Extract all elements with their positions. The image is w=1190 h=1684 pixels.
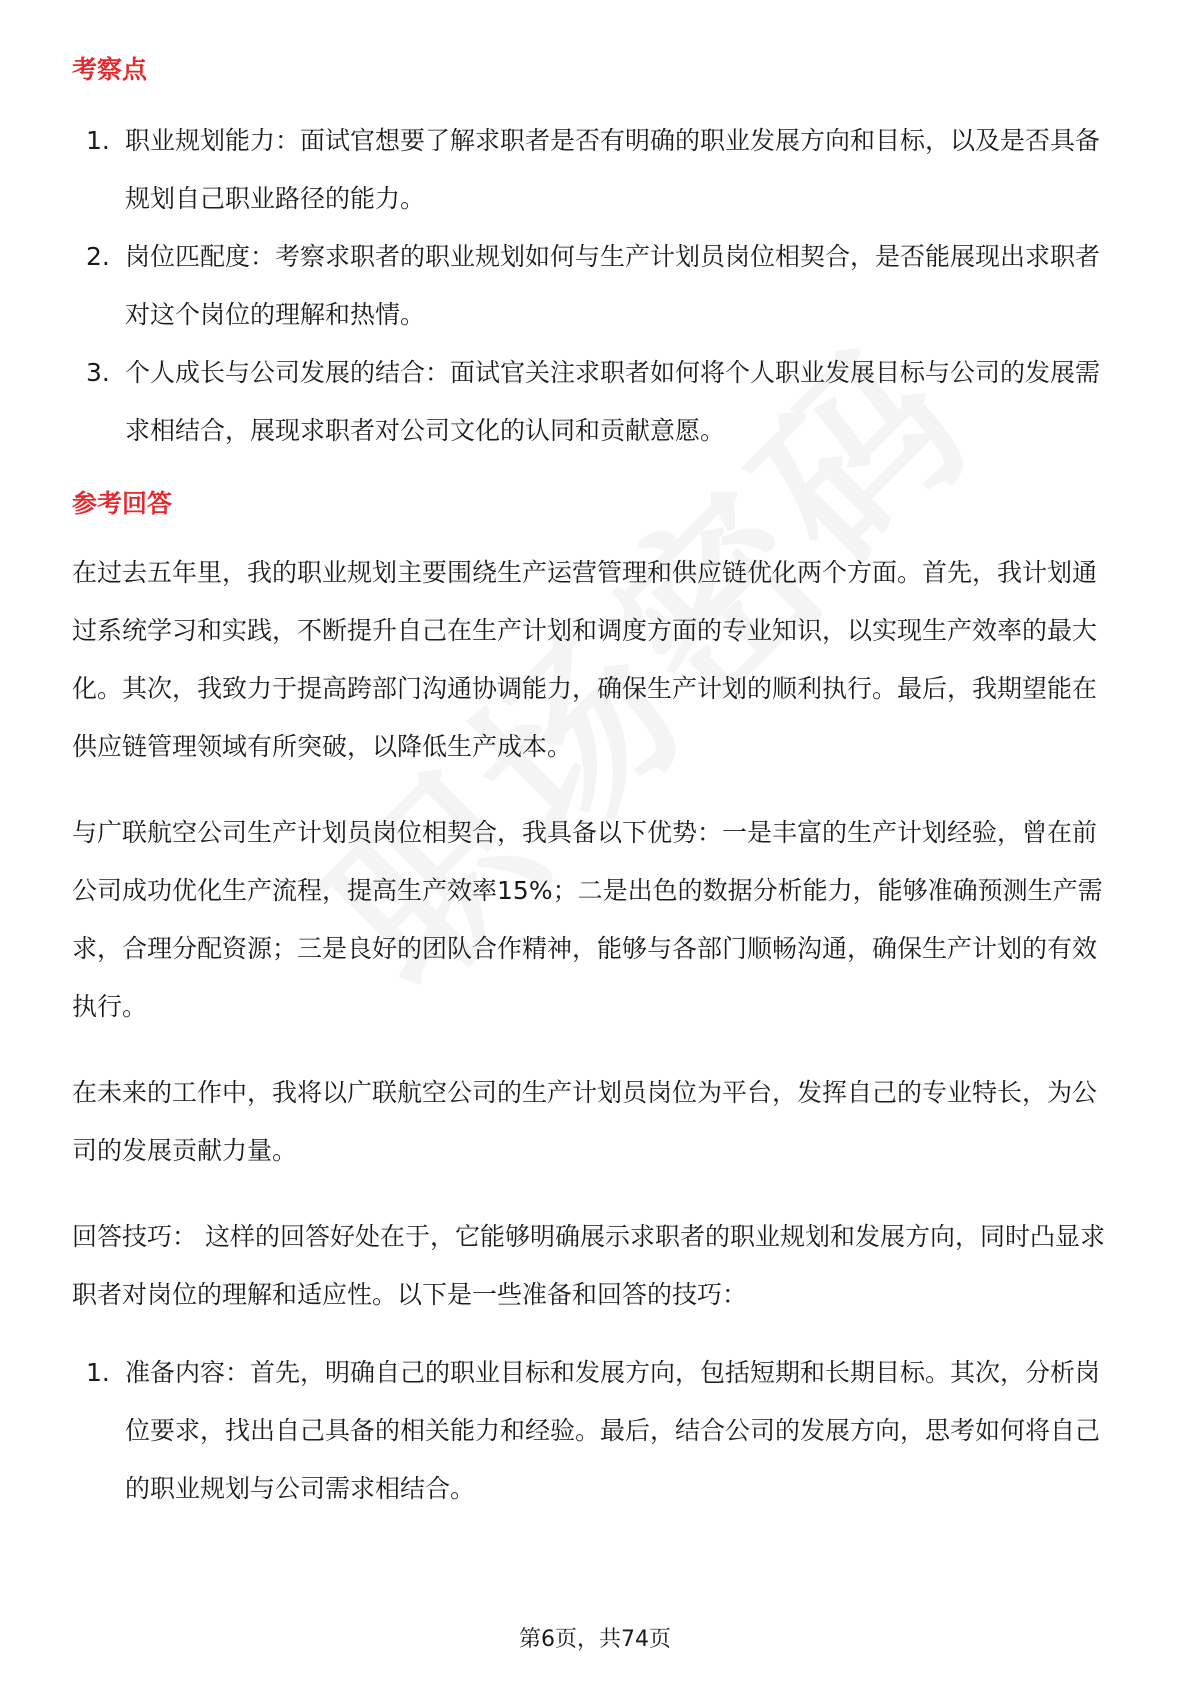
list-number: 3. <box>86 358 110 387</box>
page-content <box>72 52 1117 1518</box>
list-number: 1. <box>86 126 110 155</box>
list-item <box>72 112 1117 228</box>
list-item <box>72 1344 1117 1518</box>
answer-paragraph: 在未来的工作中，我将以广联航空公司的生产计划员岗位为平台，发挥自己的专业特长，为公司的发展贡献力量。 <box>72 1078 1098 1165</box>
page-footer: 第6页，共74页 <box>519 1627 671 1652</box>
list-text: 准备内容：首先，明确自己的职业目标和发展方向，包括短期和长期目标。其次，分析岗位要求，找出自己具备的相关能力和经验。最后，结合公司的发展方向，思考如何将自己的职业规划与公司需求相结合。 <box>125 1358 1101 1503</box>
tips-intro-paragraph: 回答技巧： 这样的回答好处在于，它能够明确展示求职者的职业规划和发展方向，同时凸显求职者对岗位的理解和适应性。以下是一些准备和回答的技巧： <box>72 1222 1105 1309</box>
focus-list <box>72 112 1117 460</box>
answer-heading: 参考回答 <box>72 489 173 518</box>
answer-paragraph: 与广联航空公司生产计划员岗位相契合，我具备以下优势：一是丰富的生产计划经验，曾在前公司成功优化生产流程，提高生产效率15%；二是出色的数据分析能力，能够准确预测生产需求，合理分配资源；三是良好的团队合作精神，能够与各部门顺畅沟通，确保生产计划的有效执行。 <box>72 818 1103 1021</box>
list-text: 职业规划能力：面试官想要了解求职者是否有明确的职业发展方向和目标，以及是否具备规划自己职业路径的能力。 <box>125 126 1101 213</box>
answer-paragraph: 在过去五年里，我的职业规划主要围绕生产运营管理和供应链优化两个方面。首先，我计划通过系统学习和实践，不断提升自己在生产计划和调度方面的专业知识，以实现生产效率的最大化。其次，我致力于提高跨部门沟通协调能力，确保生产计划的顺利执行。最后，我期望能在供应链管理领域有所突破，以降低生产成本。 <box>72 558 1098 761</box>
list-number: 2. <box>86 242 110 271</box>
focus-heading: 考察点 <box>72 55 148 84</box>
list-item <box>72 344 1117 460</box>
list-text: 个人成长与公司发展的结合：面试官关注求职者如何将个人职业发展目标与公司的发展需求相结合，展现求职者对公司文化的认同和贡献意愿。 <box>125 358 1101 445</box>
tips-list <box>72 1344 1117 1518</box>
list-number: 1. <box>86 1358 110 1387</box>
list-text: 岗位匹配度：考察求职者的职业规划如何与生产计划员岗位相契合，是否能展现出求职者对这个岗位的理解和热情。 <box>125 242 1101 329</box>
list-item <box>72 228 1117 344</box>
